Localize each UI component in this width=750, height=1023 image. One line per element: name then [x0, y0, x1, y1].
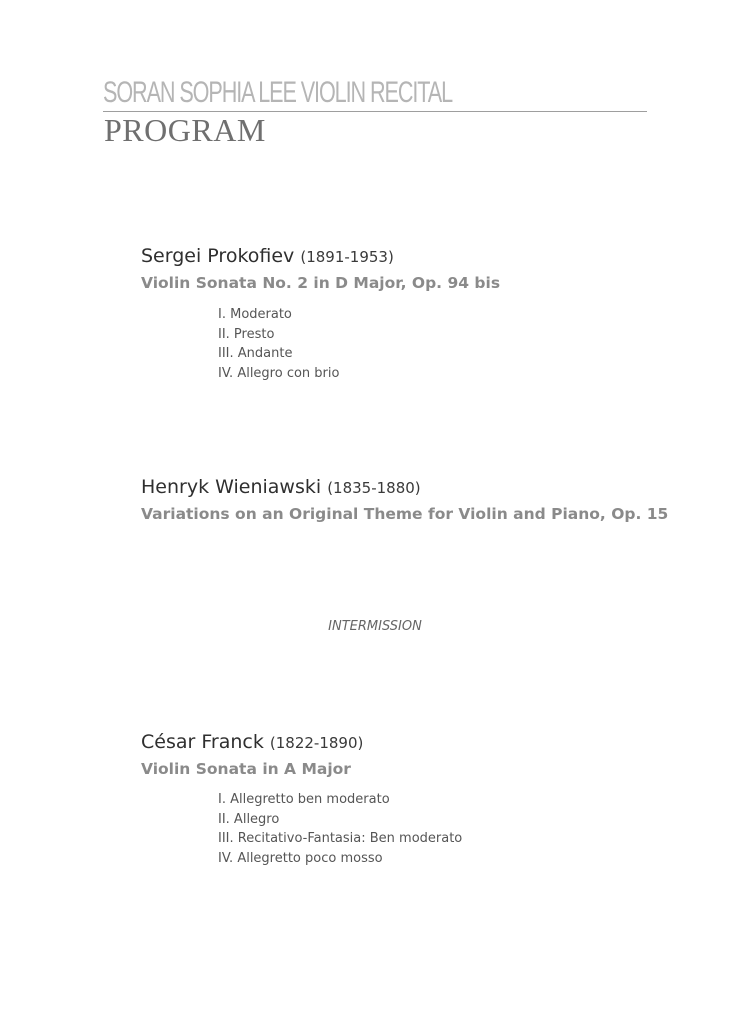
- composer-years: (1835-1880): [327, 479, 421, 497]
- movement-item: IV. Allegretto poco mosso: [218, 850, 383, 866]
- movement-list: [218, 305, 339, 383]
- program-piece-wieniawski: [141, 475, 668, 525]
- composer-line: [141, 475, 668, 500]
- composer-years: (1891-1953): [300, 248, 394, 266]
- work-title: Variations on an Original Theme for Violin and Piano, Op. 15: [141, 505, 669, 523]
- composer-line: [141, 730, 363, 755]
- composer-name: Henryk Wieniawski: [141, 476, 322, 498]
- movement-list: [218, 790, 462, 868]
- program-piece-prokofiev: [141, 244, 500, 294]
- work-title: Violin Sonata No. 2 in D Major, Op. 94 bis: [141, 274, 501, 292]
- work-title: Violin Sonata in A Major: [141, 760, 351, 778]
- movement-item: IV. Allegro con brio: [218, 365, 340, 381]
- movement-item: II. Presto: [218, 326, 275, 342]
- movement-item: II. Allegro: [218, 811, 280, 827]
- intermission-label: INTERMISSION: [328, 619, 422, 634]
- movement-item: I. Moderato: [218, 307, 292, 322]
- movement-item: III. Andante: [218, 346, 293, 361]
- composer-name: Sergei Prokofiev: [141, 245, 295, 267]
- recital-title: SORAN SOPHIA LEE VIOLIN RECITAL: [103, 76, 453, 109]
- composer-line: [141, 244, 500, 269]
- page-title: PROGRAM: [104, 112, 266, 148]
- composer-years: (1822-1890): [269, 734, 364, 752]
- movement-item: III. Recitativo-Fantasia: Ben moderato: [218, 831, 463, 846]
- composer-name: César Franck: [141, 731, 264, 753]
- program-piece-franck: [141, 730, 363, 780]
- movement-item: I. Allegretto ben moderato: [218, 792, 390, 807]
